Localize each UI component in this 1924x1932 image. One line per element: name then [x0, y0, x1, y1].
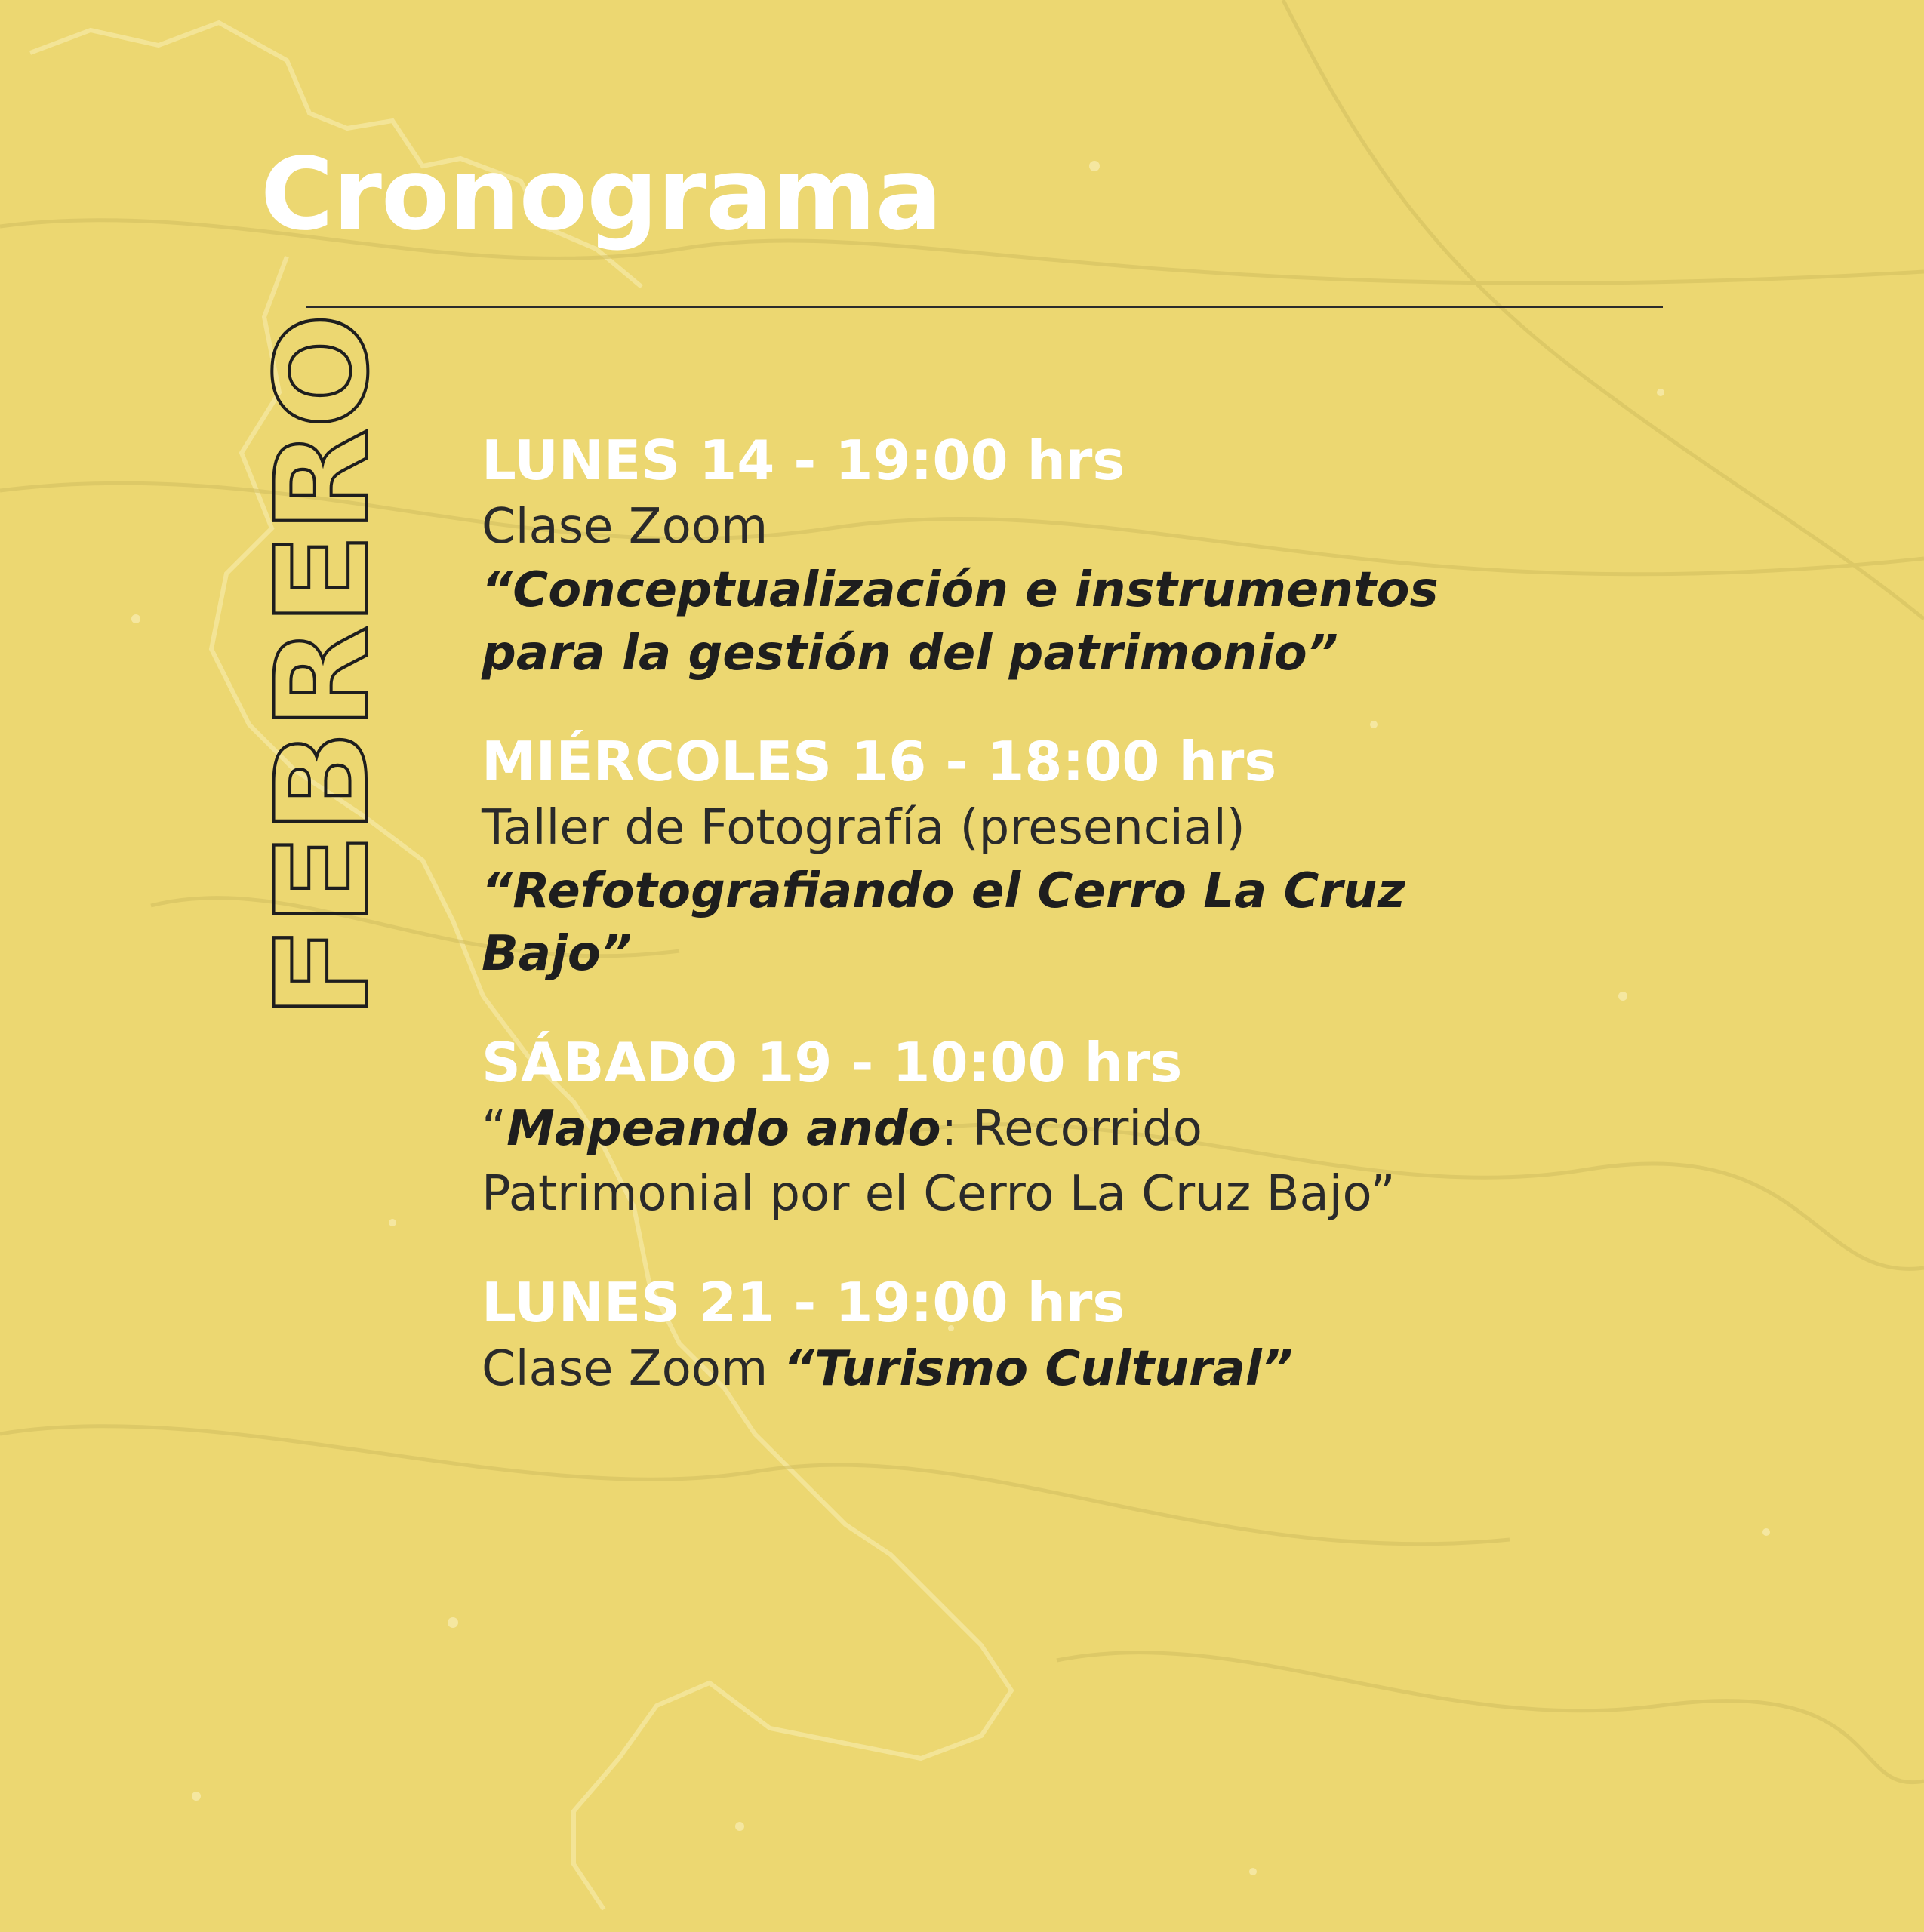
event-description-rest: : Recorrido: [940, 1100, 1202, 1157]
event-date: LUNES 21 - 19:00 hrs: [482, 1271, 1125, 1335]
event-item: [482, 1269, 1614, 1401]
event-item: [482, 426, 1614, 685]
event-name-line-2: para la gestión del patrimonio”: [482, 625, 1338, 681]
event-date: LUNES 14 - 19:00 hrs: [482, 429, 1125, 492]
event-description: [482, 1337, 1614, 1401]
event-date: MIÉRCOLES 16 - 18:00 hrs: [482, 729, 1277, 793]
event-description-line-1: [482, 1097, 1614, 1161]
event-date: SÁBADO 19 - 10:00 hrs: [482, 1030, 1183, 1094]
event-name-line-1: “Refotografiando el Cerro La Cruz: [482, 863, 1405, 920]
event-name: “Turismo Cultural”: [783, 1341, 1293, 1398]
event-type: Clase Zoom: [482, 499, 768, 555]
event-item: [482, 1029, 1614, 1227]
open-quote: “: [482, 1100, 507, 1157]
event-name-line-2: Bajo”: [482, 926, 633, 983]
month-label: [248, 306, 396, 1023]
event-description-line-2: Patrimonial por el Cerro La Cruz Bajo”: [482, 1165, 1396, 1222]
event-name-line-1: “Conceptualización e instrumentos: [482, 562, 1439, 619]
month-text: FEBRERO: [248, 359, 396, 1019]
event-type: Taller de Fotografía (presencial): [482, 799, 1245, 856]
header-divider: [306, 306, 1663, 308]
page-title: Cronograma: [260, 137, 942, 253]
events-list: [482, 426, 1614, 1444]
event-name: Mapeando ando: [506, 1100, 941, 1157]
event-item: [482, 728, 1614, 986]
event-type: Clase Zoom: [482, 1341, 768, 1398]
